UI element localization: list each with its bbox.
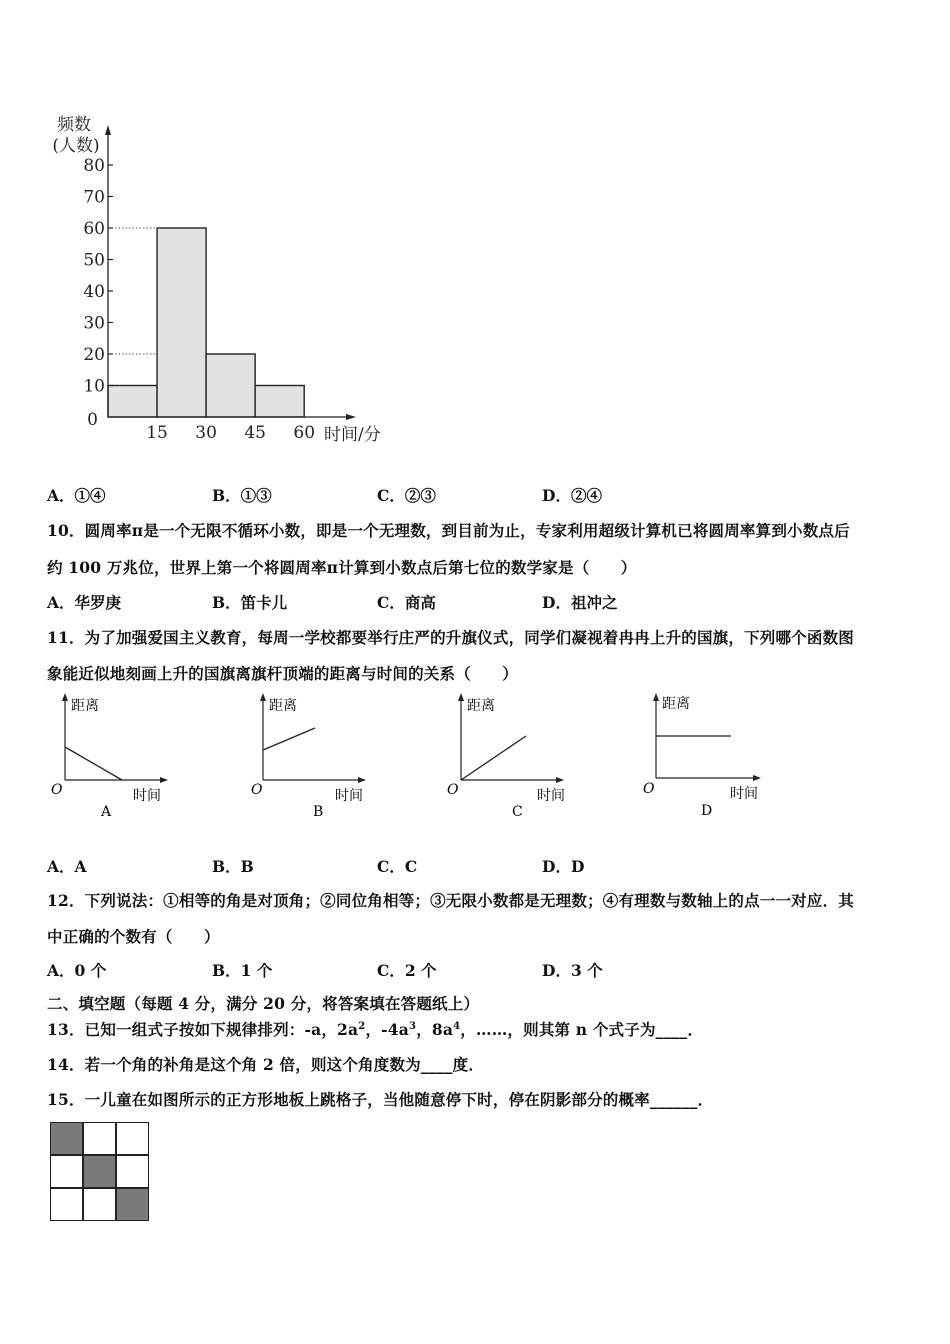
q13-text: 13．已知一组式子按如下规律排列：-a，$2a^2$，$-4a^3$，$8a^4$，……，则其第 n 个式子为____． bbox=[47, 1020, 704, 1039]
grid-cell-shaded bbox=[83, 1155, 116, 1188]
q11-graph-b bbox=[243, 690, 373, 820]
grid-cell-shaded bbox=[116, 1188, 149, 1221]
origin-label: 0 bbox=[87, 410, 98, 430]
histogram-bar-1 bbox=[108, 386, 157, 418]
q12-text-line1: 12．下列说法：①相等的角是对顶角；②同位角相等；③无限小数都是无理数；④有理数与数轴上的点一一对应．其 bbox=[47, 891, 854, 910]
q12-option-a[interactable]: A．0 个 bbox=[47, 961, 107, 980]
svg-text:时间: 时间 bbox=[133, 788, 161, 804]
svg-text:O: O bbox=[251, 782, 263, 798]
q11-option-a[interactable]: A．A bbox=[47, 857, 87, 876]
svg-text:距离: 距离 bbox=[467, 698, 495, 714]
q11-text-line2: 象能近似地刻画上升的国旗离旗杆顶端的距离与时间的关系（ ） bbox=[47, 664, 519, 683]
grid-cell bbox=[83, 1122, 116, 1155]
q11-graph-a bbox=[45, 690, 175, 820]
x-tick-label: 30 bbox=[195, 423, 217, 443]
graph-c-name: C bbox=[512, 804, 523, 820]
y-tick-label: 40 bbox=[83, 282, 105, 302]
graph-d-name: D bbox=[701, 803, 713, 819]
graph-a-name: A bbox=[101, 804, 112, 820]
q11-option-d[interactable]: D．D bbox=[542, 857, 585, 876]
svg-text:时间: 时间 bbox=[537, 788, 565, 804]
grid-cell-shaded bbox=[50, 1122, 83, 1155]
svg-text:O: O bbox=[51, 782, 63, 798]
q11-option-b[interactable]: B．B bbox=[212, 857, 254, 876]
y-tick-label: 80 bbox=[83, 156, 105, 176]
grid-cell bbox=[116, 1122, 149, 1155]
q10-option-c[interactable]: C．商高 bbox=[377, 593, 436, 612]
frequency-histogram bbox=[40, 95, 410, 465]
q10-option-b[interactable]: B．笛卡儿 bbox=[212, 593, 288, 612]
q9-option-c[interactable]: C．②③ bbox=[377, 486, 436, 505]
histogram-bar-4 bbox=[255, 386, 304, 418]
grid-cell bbox=[116, 1155, 149, 1188]
q9-option-d[interactable]: D．②④ bbox=[542, 486, 602, 505]
y-axis-arrow bbox=[105, 125, 111, 135]
svg-text:距离: 距离 bbox=[269, 698, 297, 714]
y-axis-label: 频数 bbox=[57, 115, 91, 135]
graph-a-ylabel: 距离 bbox=[71, 698, 99, 714]
x-axis-arrow bbox=[346, 414, 356, 420]
x-axis-label: 时间/分 bbox=[324, 425, 381, 445]
y-tick-label: 50 bbox=[83, 250, 105, 271]
svg-text:时间: 时间 bbox=[335, 788, 363, 804]
q12-option-b[interactable]: B．1 个 bbox=[212, 961, 273, 980]
q12-text-line2: 中正确的个数有（ ） bbox=[47, 927, 220, 946]
q10-option-a[interactable]: A．华罗庚 bbox=[47, 593, 122, 612]
q15-floor-grid bbox=[50, 1122, 151, 1223]
svg-text:时间: 时间 bbox=[730, 786, 758, 802]
q10-text-line1: 10．圆周率π是一个无限不循环小数，即是一个无理数，到目前为止，专家利用超级计算机已将圆周率算到小数点后 bbox=[47, 521, 850, 540]
x-tick-label: 60 bbox=[293, 423, 316, 443]
section-fill-in-heading: 二、填空题（每题 4 分，满分 20 分，将答案填在答题纸上） bbox=[47, 994, 480, 1013]
graph-b-name: B bbox=[313, 804, 324, 820]
grid-cell bbox=[50, 1188, 83, 1221]
q10-option-d[interactable]: D．祖冲之 bbox=[542, 593, 618, 612]
q11-text-line1: 11．为了加强爱国主义教育，每周一学校都要举行庄严的升旗仪式，同学们凝视着冉冉上升的国旗，下列哪个函数图 bbox=[47, 628, 854, 647]
y-tick-label: 20 bbox=[83, 345, 105, 365]
svg-text:O: O bbox=[643, 781, 655, 797]
q14-text: 14．若一个角的补角是这个角 2 倍，则这个角度数为____度． bbox=[47, 1055, 485, 1074]
q15-text: 15．一儿童在如图所示的正方形地板上跳格子，当他随意停下时，停在阴影部分的概率______． bbox=[47, 1090, 714, 1109]
svg-text:O: O bbox=[447, 782, 459, 798]
q11-option-c[interactable]: C．C bbox=[377, 857, 418, 876]
q9-option-a[interactable]: A．①④ bbox=[47, 486, 106, 505]
y-tick-label: 10 bbox=[83, 376, 105, 397]
q12-option-d[interactable]: D．3 个 bbox=[542, 961, 603, 980]
q11-graph-c bbox=[441, 690, 571, 820]
grid-cell bbox=[50, 1155, 83, 1188]
svg-text:距离: 距离 bbox=[662, 696, 690, 712]
histogram-bar-3 bbox=[206, 354, 255, 417]
q12-option-c[interactable]: C．2 个 bbox=[377, 961, 437, 980]
histogram-bar-2 bbox=[157, 228, 206, 417]
grid-cell bbox=[83, 1188, 116, 1221]
x-tick-label: 15 bbox=[146, 423, 168, 443]
y-tick-label: 30 bbox=[83, 313, 105, 334]
q10-text-line2: 约 100 万兆位，世界上第一个将圆周率π计算到小数点后第七位的数学家是（ ） bbox=[47, 558, 637, 577]
q11-graph-d bbox=[638, 690, 768, 820]
x-tick-label: 45 bbox=[244, 423, 266, 443]
y-tick-label: 70 bbox=[83, 187, 105, 208]
q9-option-b[interactable]: B．①③ bbox=[212, 486, 272, 505]
y-axis-label-unit: (人数) bbox=[52, 136, 100, 156]
y-tick-label: 60 bbox=[83, 219, 105, 239]
